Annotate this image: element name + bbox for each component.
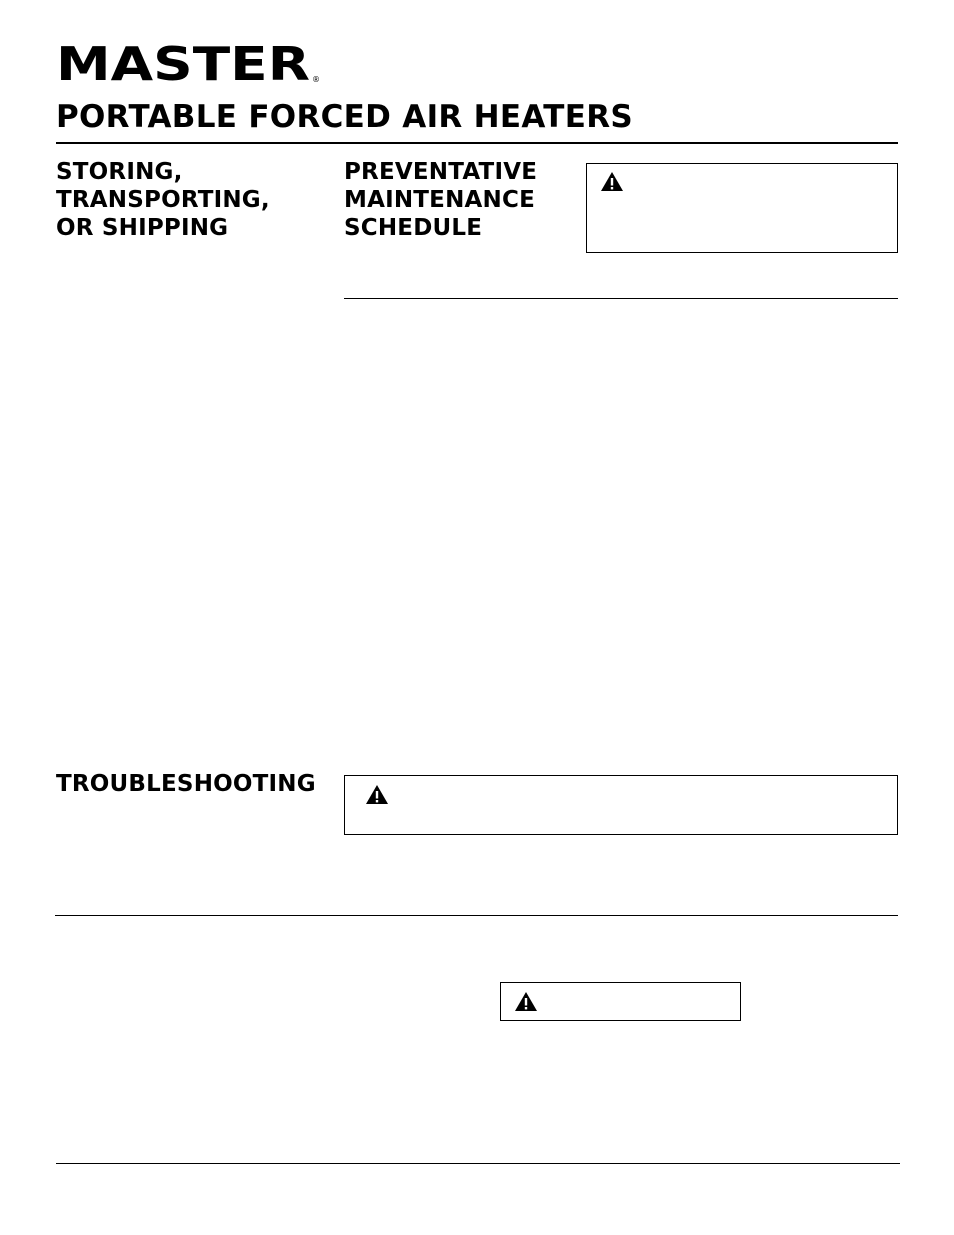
page-title: PORTABLE FORCED AIR HEATERS [56, 99, 633, 135]
maintenance-divider [344, 298, 898, 299]
warning-box-small [500, 982, 741, 1021]
warning-triangle-icon [600, 171, 624, 192]
section-divider [55, 915, 898, 916]
maintenance-warning-box [586, 163, 898, 253]
title-divider [56, 142, 898, 144]
warning-triangle-icon [365, 784, 389, 805]
registered-mark: ® [312, 75, 320, 84]
section-heading-storing: STORING, TRANSPORTING, OR SHIPPING [56, 159, 270, 241]
warning-triangle-icon [514, 991, 538, 1012]
section-heading-troubleshooting: TROUBLESHOOTING [56, 771, 316, 797]
logo-wordmark: MASTER [56, 42, 310, 84]
troubleshooting-warning-box [344, 775, 898, 835]
footer-divider [56, 1163, 900, 1164]
section-heading-maintenance: PREVENTATIVE MAINTENANCE SCHEDULE [344, 159, 538, 241]
master-logo [56, 42, 322, 84]
